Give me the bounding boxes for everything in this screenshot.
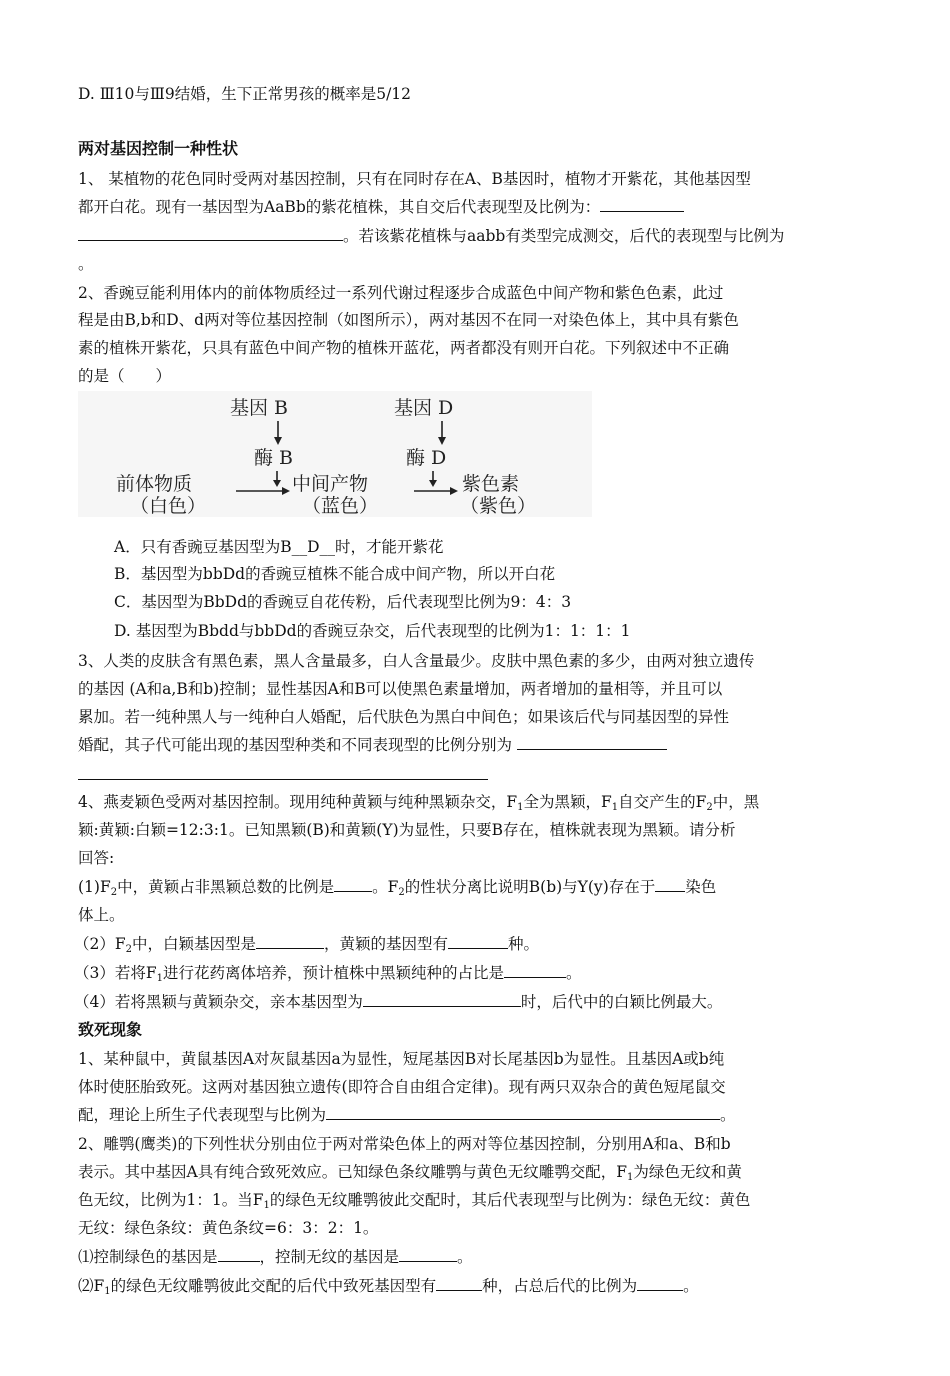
q2-option-d: D. 基因型为Bbdd与bbDd的香豌豆杂交，后代表现型的比例为1：1：1：1 — [114, 622, 631, 640]
arrow-right-icon — [236, 471, 290, 495]
answer-blank — [363, 990, 521, 1007]
answer-blank-line — [78, 779, 488, 780]
intermediate-color-label: （蓝色） — [302, 495, 379, 517]
answer-blank — [78, 224, 343, 241]
q1-line3: 。若该紫花植株与aabb有类型完成测交，后代的表现型与比例为 — [78, 224, 784, 248]
lethal-q2-line2: 表示。其中基因A具有纯合致死效应。已知绿色条纹雕鹗与黄色无纹雕鹗交配，$F_1$为绿色无纹和黄 — [78, 1163, 742, 1183]
q1-line1: 1、 某植物的花色同时受两对基因控制，只有在同时存在A、B基因时，植物才开紫花，其他基因型 — [78, 170, 751, 188]
pathway-figure — [78, 391, 592, 517]
q2-option-b: B．基因型为bbDd的香豌豆植株不能合成中间产物，所以开白花 — [114, 565, 556, 583]
answer-blank — [334, 875, 372, 892]
q2-line4: 的是（ ） — [78, 367, 172, 385]
q3-line4: 婚配，其子代可能出现的基因型种类和不同表现型的比例分别为 — [78, 733, 667, 757]
q4-part2: $(2)F_2$中，白颖基因型是 ，黄颖的基因型有 种。 — [74, 932, 539, 956]
arrow-right-icon — [414, 471, 458, 495]
gene-b-label: 基因 B — [230, 397, 289, 419]
answer-blank — [517, 733, 667, 750]
precursor-color-label: （白色） — [130, 495, 207, 517]
answer-blank — [218, 1245, 260, 1262]
prev-option-d: D. Ⅲ10与Ⅲ9结婚，生下正常男孩的概率是5/12 — [78, 85, 412, 103]
q3-line3: 累加。若一纯种黑人与一纯种白人婚配，后代肤色为黑白中间色；如果该后代与同基因型的异性 — [78, 708, 730, 726]
answer-blank — [600, 195, 684, 212]
enzyme-d-label: 酶 D — [406, 447, 447, 469]
answer-blank — [399, 1245, 457, 1262]
pigment-label: 紫色素 — [462, 473, 520, 495]
q1-line2: 都开白花。现有一基因型为AaBb的紫花植株，其自交后代表现型及比例为： — [78, 195, 684, 219]
lethal-q2-part1: ⑴控制绿色的基因是 ，控制无纹的基因是 。 — [78, 1245, 473, 1269]
pathway-diagram — [78, 391, 592, 517]
answer-blank — [637, 1274, 683, 1291]
gene-d-label: 基因 D — [394, 397, 454, 419]
q1-line4: 。 — [78, 255, 94, 273]
q4-line1: 4、燕麦颖色受两对基因控制。现用纯种黄颖与纯种黑颖杂交，$F_1$全为黑颖，$F_1$自交产生的$F_2$中，黑 — [78, 793, 760, 813]
q3-line1: 3、人类的皮肤含有黑色素，黑人含量最多，白人含量最少。皮肤中黑色素的多少，由两对独立遗传 — [78, 652, 755, 670]
q4-line3: 回答: — [78, 849, 115, 867]
lethal-q1-line3: 配，理论上所生子代表现型与比例为 。 — [78, 1103, 736, 1127]
lethal-q2-line4: 无纹：绿色条纹：黄色条纹=6：3：2：1。 — [78, 1219, 379, 1237]
lethal-q2-part2: $⑵F_1$的绿色无纹雕鹗彼此交配的后代中致死基因型有 种，占总后代的比例为 。 — [78, 1274, 699, 1298]
q4-part4: （4）若将黑颖与黄颖杂交，亲本基因型为 时，后代中的白颖比例最大。 — [74, 990, 722, 1014]
arrow-down-icon — [438, 421, 446, 445]
section-title-lethal: 致死现象 — [78, 1020, 143, 1039]
answer-blank — [655, 875, 685, 892]
precursor-label: 前体物质 — [116, 473, 193, 495]
lethal-q2-line3: 色无纹，比例为1：1。当$F_1$的绿色无纹雕鹗彼此交配时，其后代表现型与比例为：绿色无纹：黄色 — [78, 1191, 751, 1211]
section-title-two-genes: 两对基因控制一种性状 — [78, 139, 239, 158]
lethal-q1-line1: 1、某种鼠中，黄鼠基因A对灰鼠基因a为显性，短尾基因B对长尾基因b为显性。且基因A或b纯 — [78, 1050, 725, 1068]
q4-line2: 颖:黄颖:白颖=12:3:1。已知黑颖(B)和黄颖(Y)为显性，只要B存在，植株就表现为黑颖。请分析 — [78, 821, 736, 839]
lethal-q2-line1: 2、雕鹗(鹰类)的下列性状分别由位于两对常染色体上的两对等位基因控制，分别用A和a、B和b — [78, 1135, 731, 1153]
q2-line2: 程是由B,b和D、d两对等位基因控制（如图所示），两对基因不在同一对染色体上，其中具有紫色 — [78, 311, 739, 329]
lethal-q1-line2: 体时使胚胎致死。这两对基因独立遗传(即符合自由组合定律)。现有两只双杂合的黄色短尾鼠交 — [78, 1078, 726, 1096]
q2-line3: 素的植株开紫花，只具有蓝色中间产物的植株开蓝花，两者都没有则开白花。下列叙述中不正确 — [78, 339, 730, 357]
answer-blank — [448, 932, 508, 949]
q2-line1: 2、香豌豆能利用体内的前体物质经过一系列代谢过程逐步合成蓝色中间产物和紫色色素，此过 — [78, 284, 724, 302]
q4-part1: $(1)F_2$中，黄颖占非黑颖总数的比例是 。$F_2$的性状分离比说明B(b)与Y(y)存在于 染色 — [78, 875, 716, 899]
intermediate-label: 中间产物 — [292, 473, 369, 495]
answer-blank — [256, 932, 324, 949]
q4-part1-cont: 体上。 — [78, 906, 125, 924]
answer-blank — [504, 961, 566, 978]
q3-line2: 的基因 (A和a,B和b)控制；显性基因A和B可以使黑色素量增加，两者增加的量相等，并且可以 — [78, 680, 723, 698]
answer-blank — [436, 1274, 482, 1291]
arrow-down-icon — [274, 421, 282, 445]
enzyme-b-label: 酶 B — [254, 447, 294, 469]
q2-option-c: C．基因型为BbDd的香豌豆自花传粉，后代表现型比例为9：4：3 — [114, 593, 572, 611]
q4-part3: （3）若将$F_1$进行花药离体培养，预计植株中黑颖纯种的占比是 。 — [74, 961, 582, 985]
answer-blank — [326, 1103, 720, 1120]
pigment-color-label: （紫色） — [460, 495, 537, 517]
q2-option-a: A．只有香豌豆基因型为B__D__时，才能开紫花 — [114, 538, 444, 556]
